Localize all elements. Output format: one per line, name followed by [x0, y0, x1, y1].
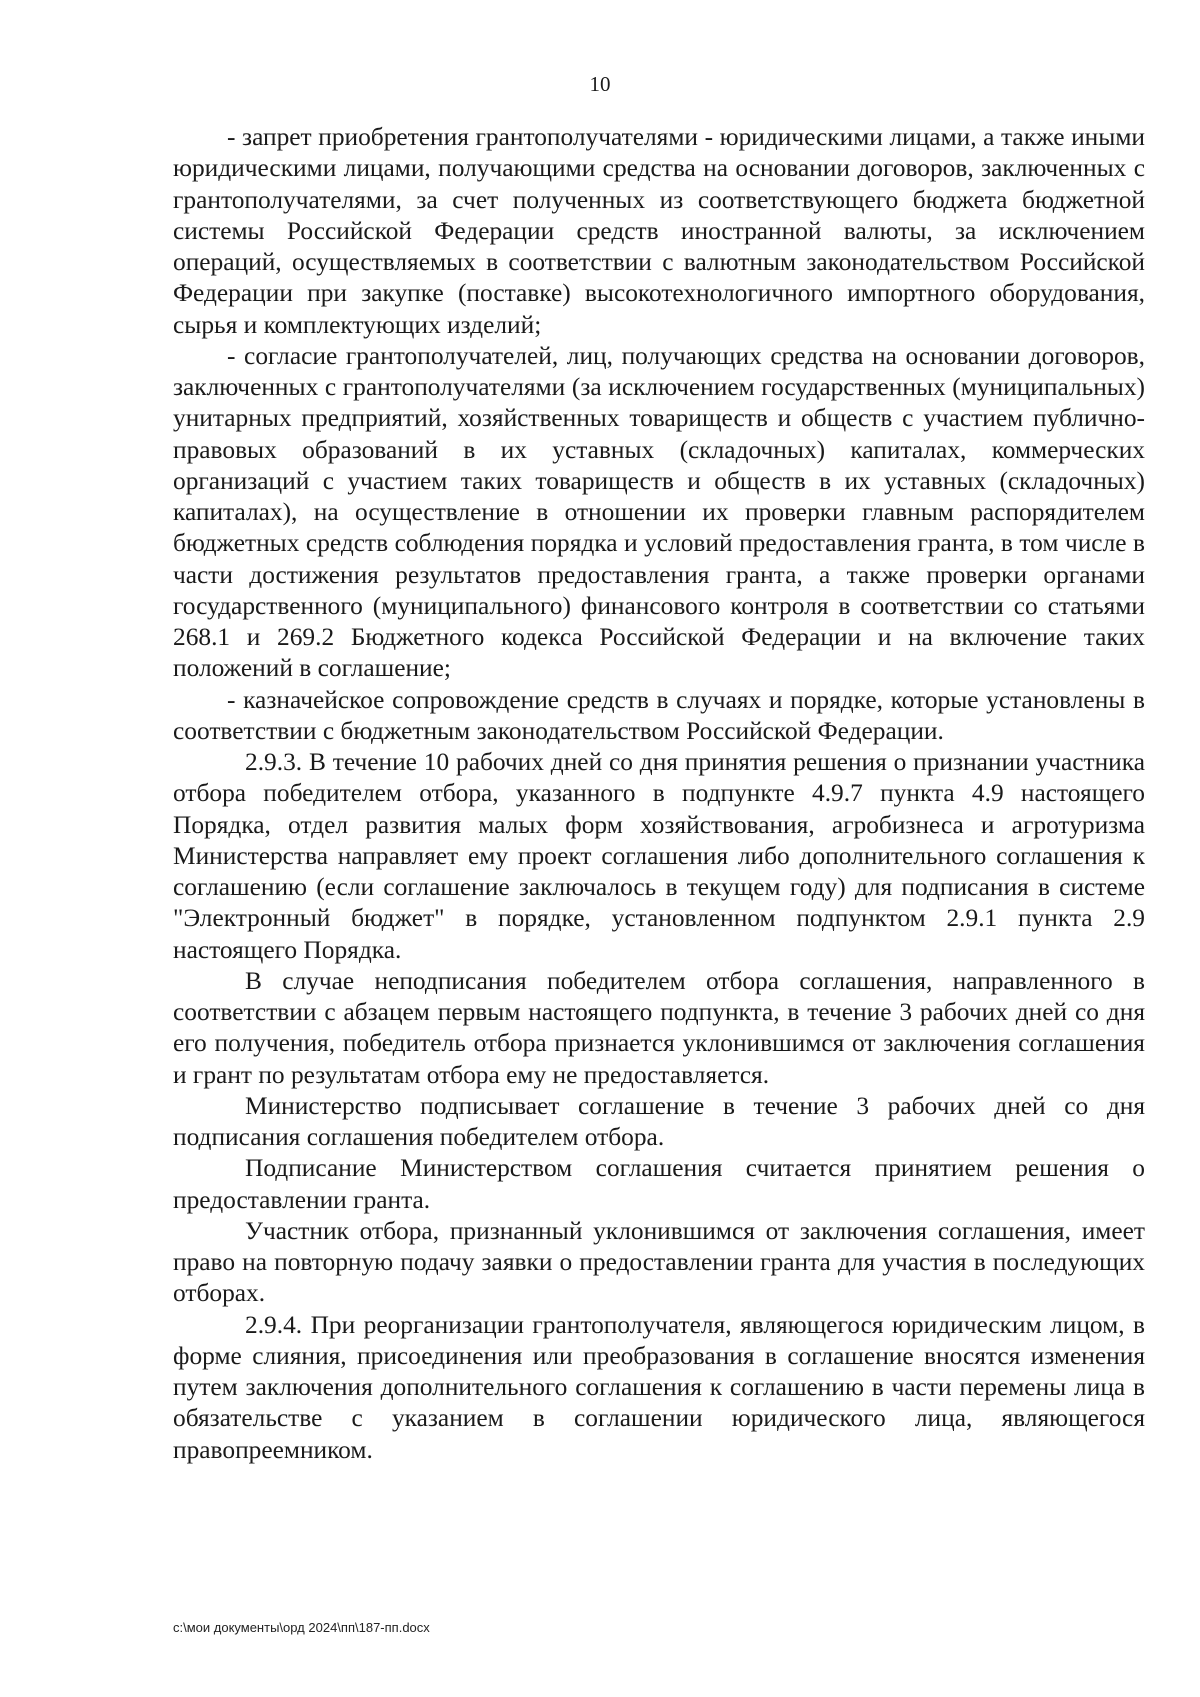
footer-file-path: c:\мои документы\орд 2024\пп\187-пп.docx: [173, 1620, 430, 1635]
paragraph-signing-decision: Подписание Министерством соглашения считается принятием решения о предоставлении гранта.: [173, 1154, 1145, 1214]
paragraph-unsigned-agreement: В случае неподписания победителем отбора соглашения, направленного в соответствии с абзацем первым настоящего подпункта, в течение 3 рабочих дней со дня его получения, победитель отбора признается уклонившимся от заключения соглашения и грант по результатам отбора ему не предоставляется.: [173, 966, 1145, 1089]
document-body: [173, 122, 1145, 1466]
paragraph-treasury-support: - казначейское сопровождение средств в случаях и порядке, которые установлены в соответствии с бюджетным законодательством Российской Федерации.: [173, 685, 1145, 745]
paragraph-ministry-signs: Министерство подписывает соглашение в течение 3 рабочих дней со дня подписания соглашения победителем отбора.: [173, 1091, 1145, 1151]
paragraph-resubmission-right: Участник отбора, признанный уклонившимся от заключения соглашения, имеет право на повторную подачу заявки о предоставлении гранта для участия в последующих отборах.: [173, 1216, 1145, 1308]
paragraph-currency-ban: - запрет приобретения грантополучателями - юридическими лицами, а также иными юридическими лицами, получающими средства на основании договоров, заключенных с грантополучателями, за счет полученных из соответствующего бюджета бюджетной системы Российской Федерации средств иностранной валюты, за исключением операций, осуществляемых в соответствии с валютным законодательством Российской Федерации при закупке (поставке) высокотехнологичного импортного оборудования, сырья и комплектующих изделий;: [173, 123, 1145, 339]
paragraph-clause-2-9-3: 2.9.3. В течение 10 рабочих дней со дня принятия решения о признании участника отбора победителем отбора, указанного в подпункте 4.9.7 пункта 4.9 настоящего Порядка, отдел развития малых форм хозяйствования, агробизнеса и агротуризма Министерства направляет ему проект соглашения либо дополнительного соглашения к соглашению (если соглашение заключалось в текущем году) для подписания в системе "Электронный бюджет" в порядке, установленном подпунктом 2.9.1 пункта 2.9 настоящего Порядка.: [173, 748, 1145, 964]
paragraph-clause-2-9-4: 2.9.4. При реорганизации грантополучателя, являющегося юридическим лицом, в форме слияния, присоединения или преобразования в соглашение вносятся изменения путем заключения дополнительного соглашения к соглашению в части перемены лица в обязательстве с указанием в соглашении юридического лица, являющегося правопреемником.: [173, 1310, 1145, 1464]
page-number: 10: [589, 72, 611, 96]
paragraph-audit-consent: - согласие грантополучателей, лиц, получающих средства на основании договоров, заключенных с грантополучателями (за исключением государственных (муниципальных) унитарных предприятий, хозяйственных товариществ и обществ с участием публично-правовых образований в их уставных (складочных) капиталах, коммерческих организаций с участием таких товариществ и обществ в их уставных (складочных) капиталах), на осуществление в отношении их проверки главным распорядителем бюджетных средств соблюдения порядка и условий предоставления гранта, в том числе в части достижения результатов предоставления гранта, а также проверки органами государственного (муниципального) финансового контроля в соответствии со статьями 268.1 и 269.2 Бюджетного кодекса Российской Федерации и на включение таких положений в соглашение;: [173, 341, 1145, 683]
